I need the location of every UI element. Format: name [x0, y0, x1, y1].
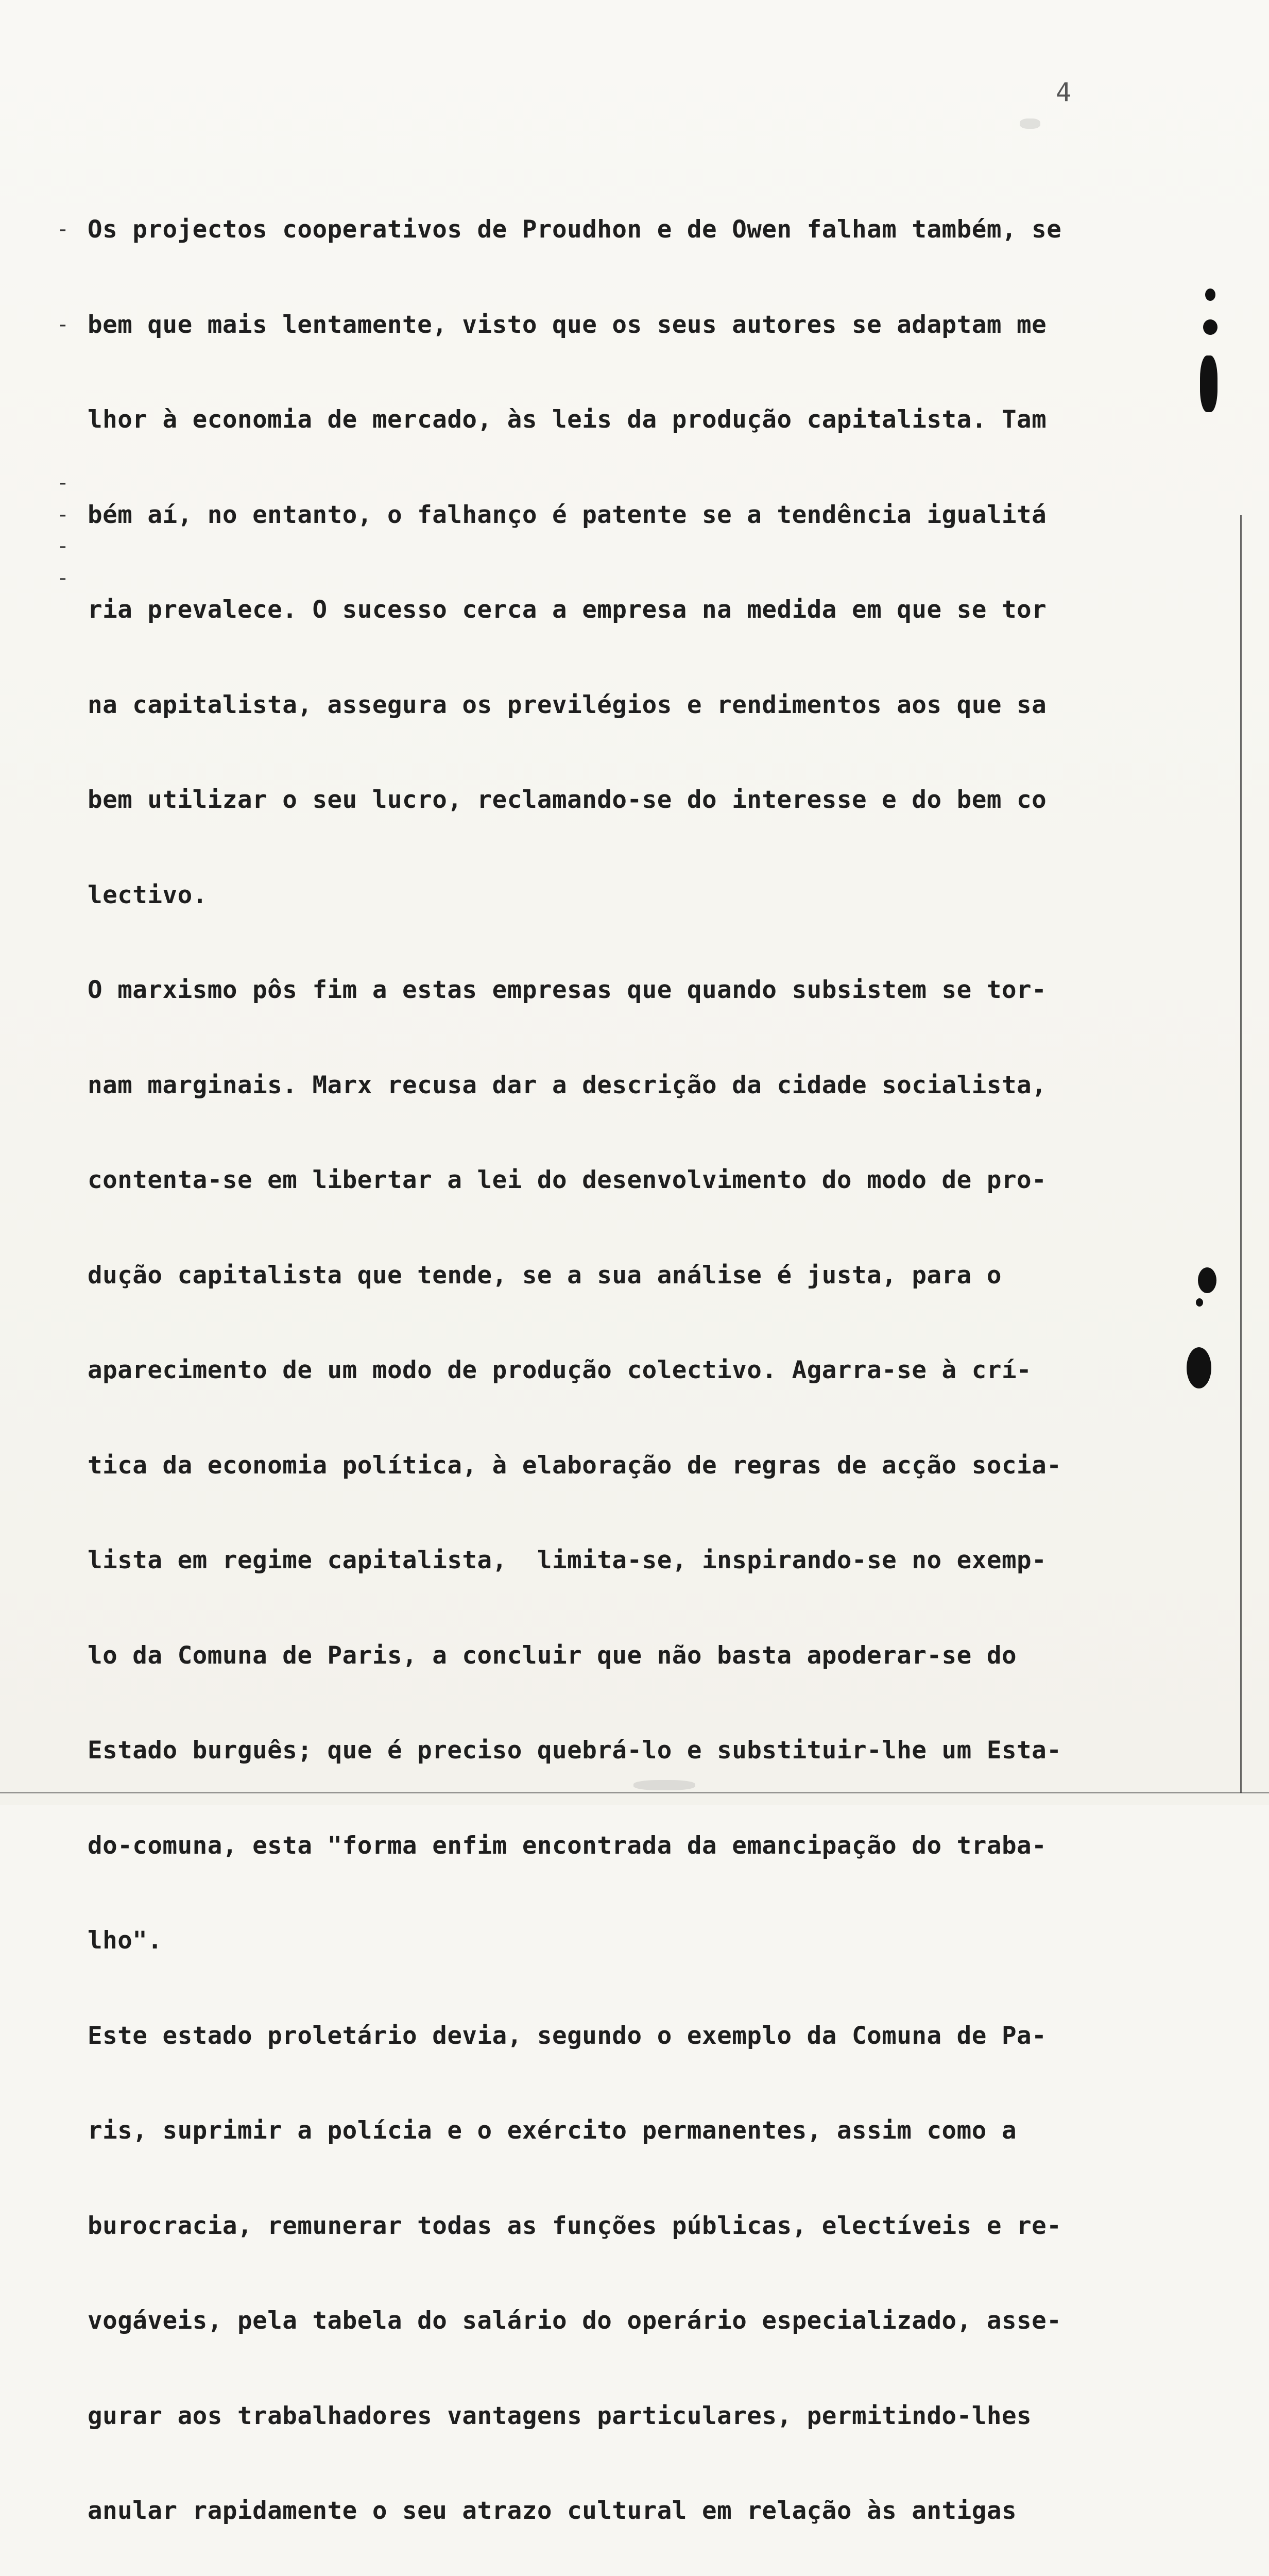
page-edge-line — [1240, 515, 1242, 1793]
text-line: bem utilizar o seu lucro, reclamando-se do interesse e do bem co — [88, 786, 1047, 814]
text-line: lectivo. — [88, 880, 208, 909]
page-edge-line — [0, 1792, 1269, 1793]
text-line: bém aí, no entanto, o falhanço é patente se a tendência igualitá — [88, 500, 1047, 529]
ink-blot — [1198, 1267, 1216, 1293]
scan-smudge — [633, 1780, 695, 1790]
text-line: vogáveis, pela tabela do salário do operário especializado, asse- — [88, 2307, 1062, 2335]
ink-blot — [1187, 1347, 1211, 1388]
text-line: gurar aos trabalhadores vantagens particulares, permitindo-lhes — [88, 2401, 1032, 2430]
body-text — [88, 150, 1148, 2576]
text-line: lho". — [88, 1926, 163, 1955]
text-line: na capitalista, assegura os previlégios e rendimentos aos que sa — [88, 690, 1047, 719]
text-line: O marxismo pôs fim a estas empresas que quando subsistem se tor- — [88, 976, 1047, 1004]
text-line: bem que mais lentamente, visto que os seus autores se adaptam me — [88, 310, 1047, 339]
ink-blot — [1205, 289, 1215, 301]
text-line: lhor à economia de mercado, às leis da produção capitalista. Tam — [88, 405, 1047, 434]
page-number: 4 — [1056, 77, 1073, 107]
text-line: Os projectos cooperativos de Proudhon e de Owen falham também, se — [88, 215, 1062, 244]
text-line: anular rapidamente o seu atrazo cultural em relação às antigas — [88, 2497, 1017, 2525]
ink-blot — [1200, 355, 1217, 412]
text-line: do-comuna, esta "forma enfim encontrada da emancipação do traba- — [88, 1831, 1047, 1860]
margin-marks: - - - - - - — [57, 217, 70, 590]
text-line: dução capitalista que tende, se a sua análise é justa, para o — [88, 1261, 1002, 1290]
text-line: nam marginais. Marx recusa dar a descrição da cidade socialista, — [88, 1071, 1047, 1099]
text-line: lista em regime capitalista, limita-se, inspirando-se no exemp- — [88, 1546, 1047, 1574]
text-line: lo da Comuna de Paris, a concluir que não basta apoderar-se do — [88, 1641, 1017, 1670]
text-line: burocracia, remunerar todas as funções públicas, electíveis e re- — [88, 2211, 1062, 2240]
text-line: Estado burguês; que é preciso quebrá-lo e substituir-lhe um Esta- — [88, 1736, 1062, 1765]
text-line: contenta-se em libertar a lei do desenvolvimento do modo de pro- — [88, 1166, 1047, 1194]
text-line: tica da economia política, à elaboração de regras de acção socia- — [88, 1451, 1062, 1480]
text-line: ria prevalece. O sucesso cerca a empresa na medida em que se tor — [88, 596, 1047, 624]
ink-blot — [1196, 1298, 1203, 1307]
text-line: aparecimento de um modo de produção colectivo. Agarra-se à crí- — [88, 1356, 1032, 1384]
text-line: ris, suprimir a polícia e o exército permanentes, assim como a — [88, 2116, 1017, 2145]
ink-blot — [1203, 319, 1217, 335]
scan-smudge — [1020, 118, 1040, 129]
text-line: Este estado proletário devia, segundo o exemplo da Comuna de Pa- — [88, 2021, 1047, 2050]
